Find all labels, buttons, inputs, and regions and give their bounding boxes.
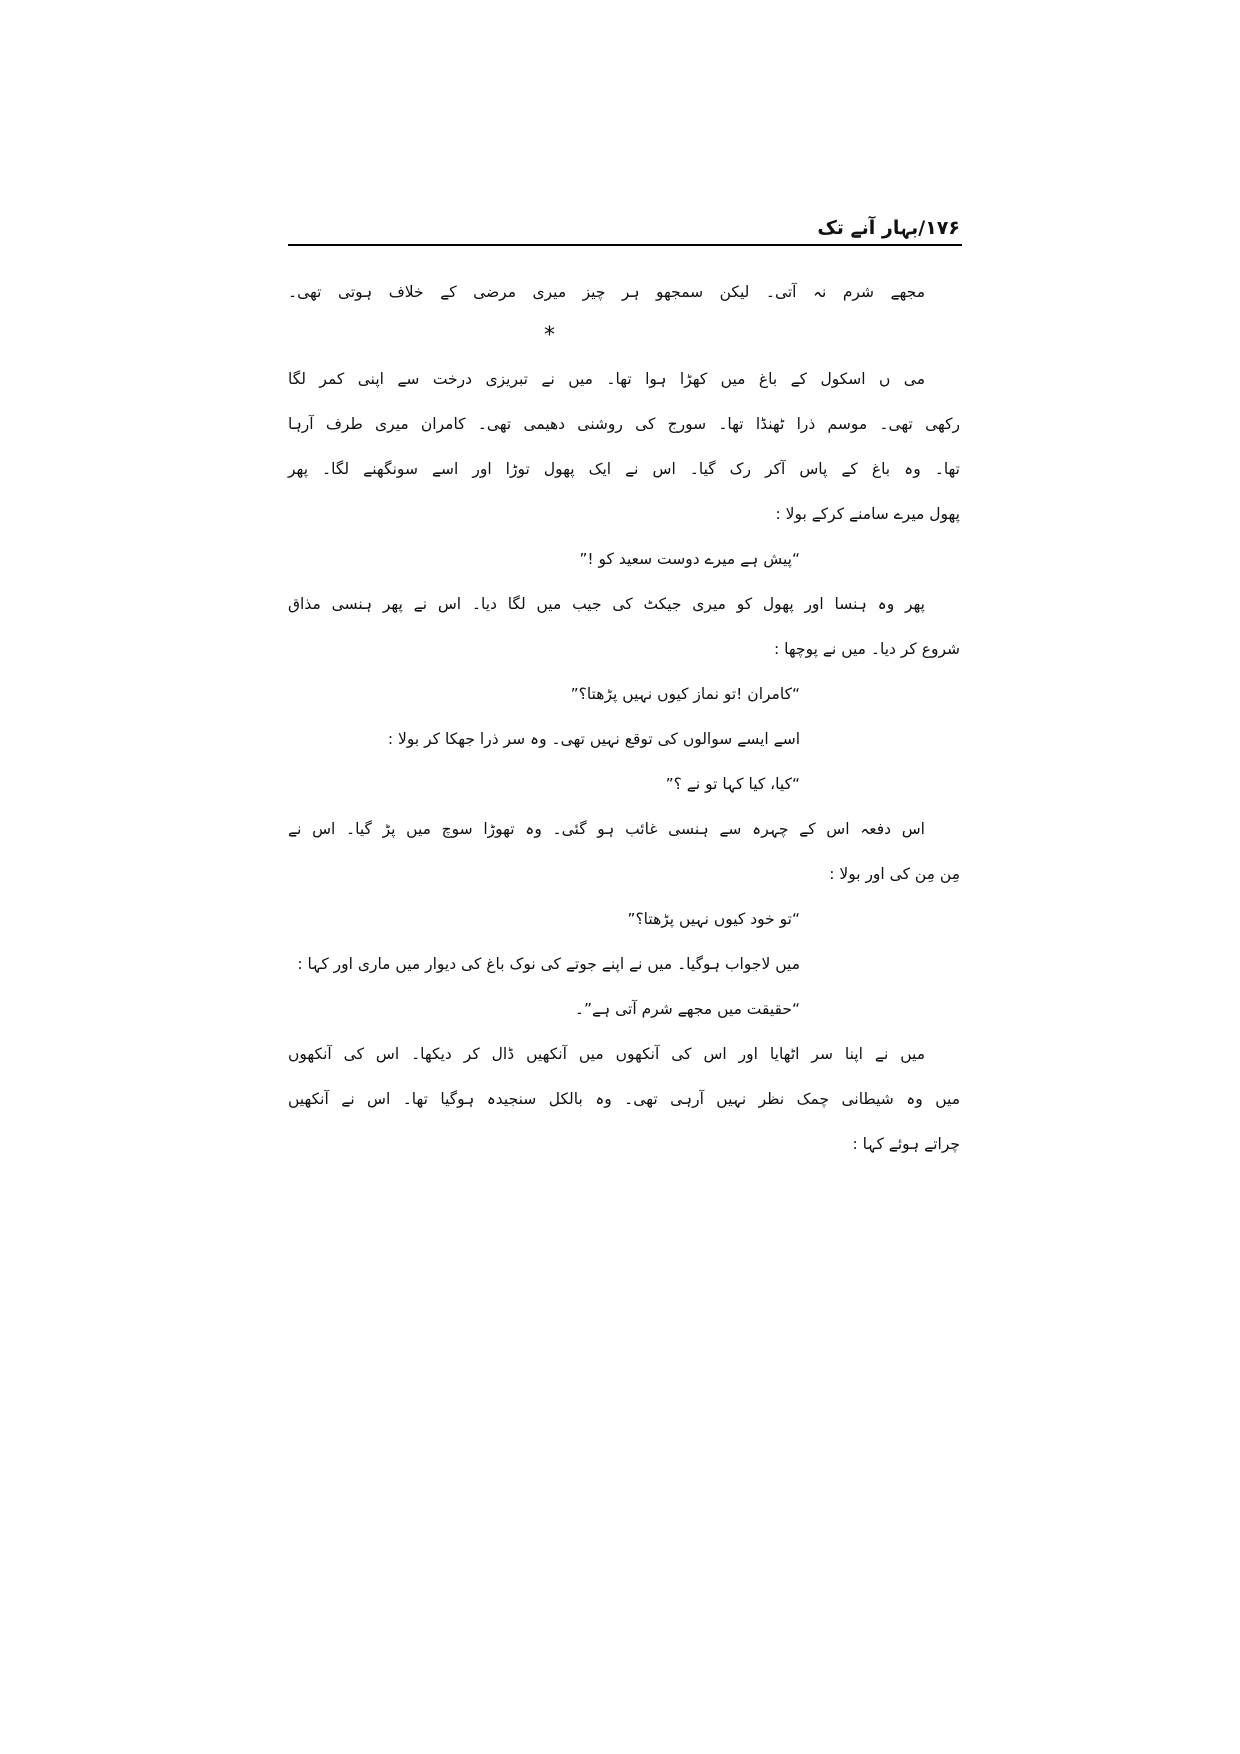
text-line: رکھی تھی۔ موسم ذرا ٹھنڈا تھا۔ سورج کی روشنی دھیمی تھی۔ کامران میری طرف آرہا bbox=[288, 415, 960, 433]
body-text bbox=[288, 270, 960, 1167]
section-break: * bbox=[544, 323, 555, 348]
header-rule bbox=[288, 244, 962, 246]
text-line: مجھے شرم نہ آتی۔ لیکن سمجھو ہر چیز میری مرضی کے خلاف ہوتی تھی۔ bbox=[288, 283, 925, 301]
dialogue-line: “کامران !تو نماز کیوں نہیں پڑھتا؟” bbox=[570, 685, 800, 703]
text-line: می ں اسکول کے باغ میں کھڑا ہوا تھا۔ میں نے تبریزی درخت سے اپنی کمر لگا bbox=[288, 370, 925, 388]
text-line: مِن مِن کی اور بولا : bbox=[829, 865, 960, 883]
text-line: پھر وہ ہنسا اور پھول کو میری جیکٹ کی جیب میں لگا دیا۔ اس نے پھر ہنسی مذاق bbox=[288, 595, 925, 613]
text-line: میں نے اپنا سر اٹھایا اور اس کی آنکھوں میں آنکھیں ڈال کر دیکھا۔ اس کی آنکھوں bbox=[288, 1045, 925, 1063]
text-line: تھا۔ وہ باغ کے پاس آکر رک گیا۔ اس نے ایک پھول توڑا اور اسے سونگھنے لگا۔ پھر bbox=[288, 460, 960, 478]
running-header: ۱۷۶/بہار آنے تک bbox=[817, 217, 960, 239]
dialogue-line: “کیا، کیا کہا تو نے ؟” bbox=[665, 775, 800, 793]
text-line: شروع کر دیا۔ میں نے پوچھا : bbox=[774, 640, 960, 658]
dialogue-line: “پیش ہے میرے دوست سعید کو !” bbox=[579, 550, 800, 568]
dialogue-line: “تو خود کیوں نہیں پڑھتا؟” bbox=[627, 910, 800, 928]
text-line: اس دفعہ اس کے چہرہ سے ہنسی غائب ہو گئی۔ وہ تھوڑا سوچ میں پڑ گیا۔ اس نے bbox=[288, 820, 925, 838]
text-line: میں لاجواب ہوگیا۔ میں نے اپنے جوتے کی نوک باغ کی دیوار میں ماری اور کہا : bbox=[297, 955, 800, 973]
text-line: میں وہ شیطانی چمک نظر نہیں آرہی تھی۔ وہ بالکل سنجیدہ ہوگیا تھا۔ اس نے آنکھیں bbox=[288, 1090, 960, 1108]
text-line: اسے ایسے سوالوں کی توقع نہیں تھی۔ وہ سر ذرا جھکا کر بولا : bbox=[387, 730, 800, 748]
dialogue-line: “حقیقت میں مجھے شرم آتی ہے”۔ bbox=[574, 1000, 800, 1018]
text-line: چراتے ہوئے کہا : bbox=[852, 1135, 960, 1153]
text-line: پھول میرے سامنے کرکے بولا : bbox=[775, 505, 960, 523]
